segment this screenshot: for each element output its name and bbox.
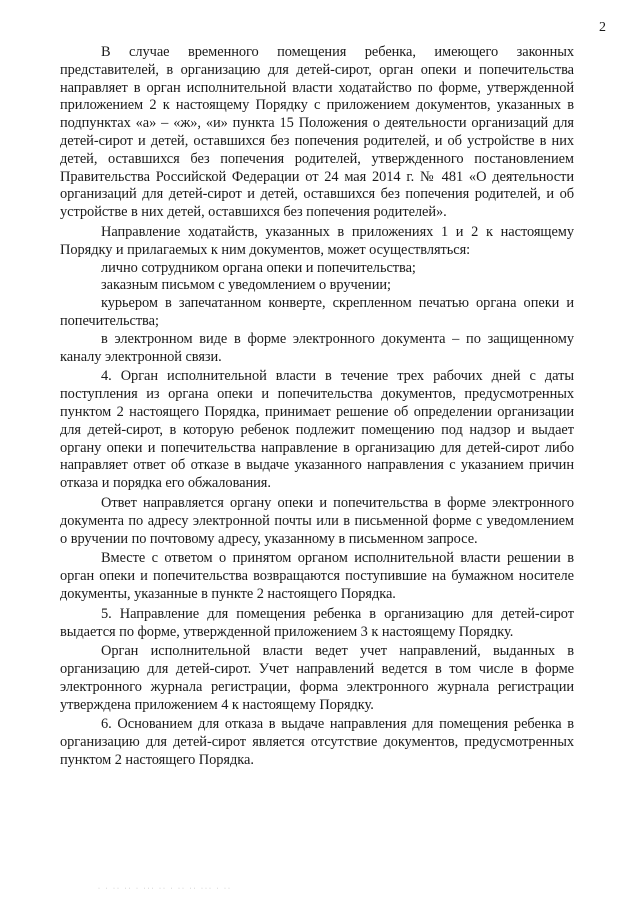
- list-item-in-person: лично сотрудником органа опеки и попечительства;: [101, 259, 416, 276]
- paragraph-accounting: Орган исполнительной власти ведет учет направлений, выданных в организацию для детей-сирот. Учет направлений ведется в том числе в форме электронного журнала регистрации, форма электронного журнала регистрации утверждена приложением 4 к настоящему Порядку.: [60, 643, 574, 713]
- paragraph-item-5: 5. Направление для помещения ребенка в организацию для детей-сирот выдается по форме, утвержденной приложением 3 к настоящему Порядку.: [60, 605, 574, 640]
- page-number: 2: [599, 20, 606, 35]
- list-item-registered-mail: заказным письмом с уведомлением о вручении;: [101, 277, 391, 294]
- scan-artifact-marks: · · ·· ·· · ··· ·· · ·· ·· ··· · ··: [98, 886, 232, 892]
- paragraph-return-documents: Вместе с ответом о принятом органом исполнительной власти решении в орган опеки и попечительства возвращаются поступившие на бумажном носителе документы, указанные в пункте 2 настоящего Порядка.: [60, 550, 574, 602]
- paragraph-temporary-placement: В случае временного помещения ребенка, имеющего законных представителей, в организацию для детей-сирот, орган опеки и попечительства направляет в орган исполнительной власти ходатайство по форме, утвержденной приложением 2 к настоящему Порядку с приложением документов, указанных в подпунктах «а» – «ж», «и» пункта 15 Положения о деятельности организаций для детей-сирот и детей, оставшихся без попечения родителей, и об устройстве в них детей, оставшихся без попечения родителей, утвержденного постановлением Правительства Российской Федерации от 24 мая 2014 г. № 481 «О деятельности организаций для детей-сирот и детей, оставшихся без попечения родителей, и об устройстве в них детей, оставшихся без попечения родителей».: [60, 44, 574, 221]
- paragraph-response: Ответ направляется органу опеки и попечительства в форме электронного документа по адресу электронной почты или в письменной форме с уведомлением о вручении по почтовому адресу, указанному в письменном запросе.: [60, 494, 574, 547]
- document-body: [60, 44, 574, 770]
- paragraph-item-4: 4. Орган исполнительной власти в течение трех рабочих дней с даты поступления из органа опеки и попечительства документов, предусмотренных пунктом 2 настоящего Порядка, принимает решение об определении организации для детей-сирот, в которую ребенок подлежит помещению под надзор и выдает органу опеки и попечительства направление в организацию для детей-сирот либо направляет ответ об отказе в выдаче указанного направления с указанием причин отказа и порядка его обжалования.: [60, 368, 574, 492]
- list-item-courier: курьером в запечатанном конверте, скрепленном печатью органа опеки и попечительства;: [60, 295, 574, 329]
- paragraph-item-6: 6. Основанием для отказа в выдаче направления для помещения ребенка в организацию для детей-сирот является отсутствие документов, предусмотренных пунктом 2 настоящего Порядка.: [60, 716, 574, 769]
- paragraph-petition-delivery: Направление ходатайств, указанных в приложениях 1 и 2 к настоящему Порядку и прилагаемых к ним документов, может осуществляться:: [60, 223, 574, 258]
- list-item-electronic: в электронном виде в форме электронного документа – по защищенному каналу электронной связи.: [60, 330, 574, 365]
